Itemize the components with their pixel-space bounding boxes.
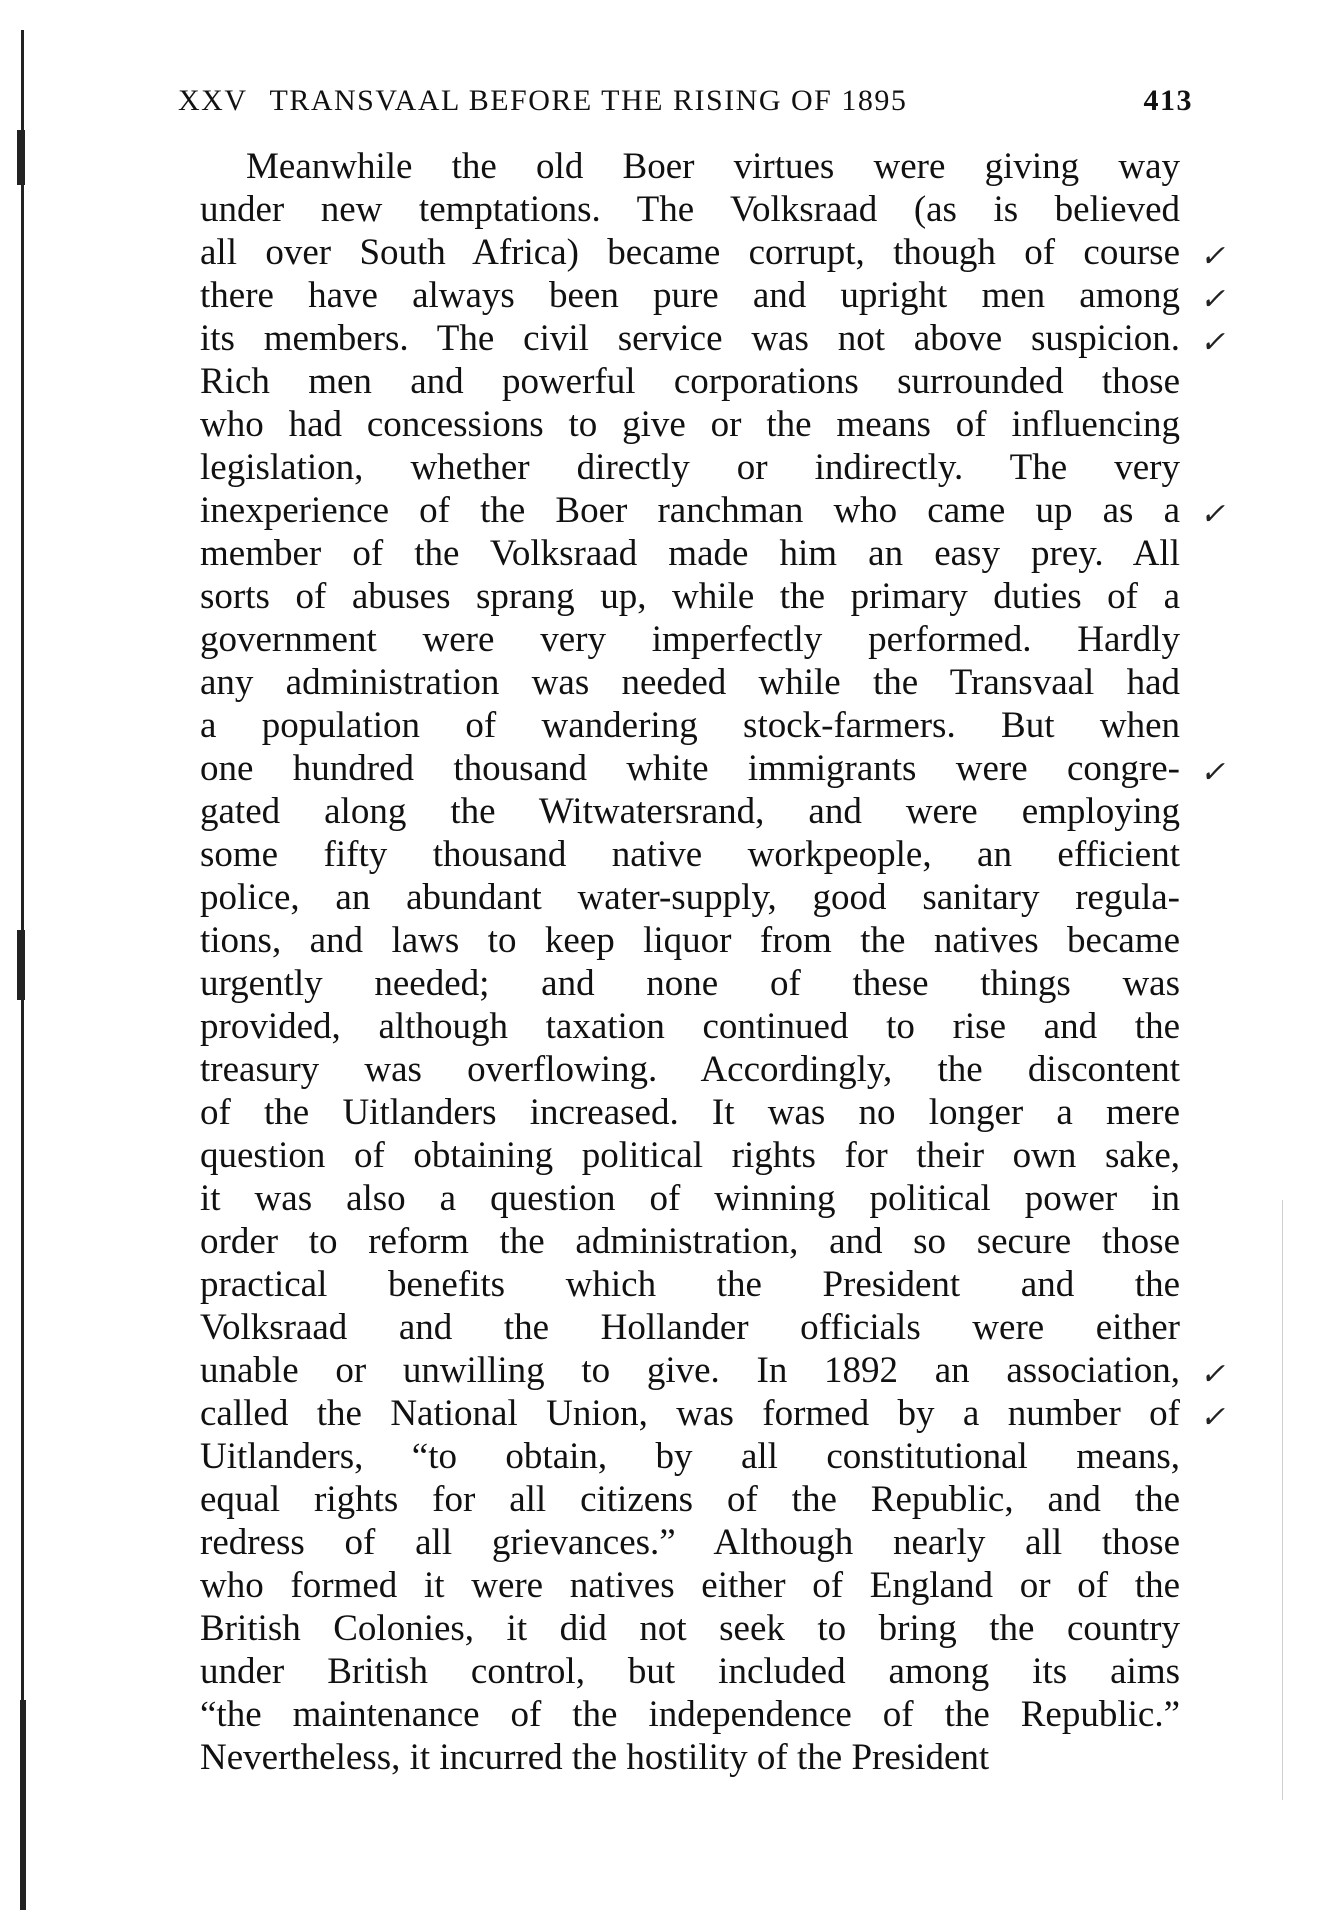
text-line-content: called the National Union, was formed by a number of xyxy=(200,1393,1180,1434)
text-line-content: “the maintenance of the independence of the Republic.” xyxy=(200,1694,1180,1735)
margin-check-mark: ✓ xyxy=(1200,326,1226,359)
chapter-number: XXV xyxy=(178,84,248,117)
text-line xyxy=(200,919,1180,962)
text-line xyxy=(200,1306,1180,1349)
text-line-content: question of obtaining political rights for their own sake, xyxy=(200,1135,1180,1176)
text-line xyxy=(200,1392,1226,1435)
text-line-content: urgently needed; and none of these things was xyxy=(200,963,1180,1004)
text-line xyxy=(200,1564,1180,1607)
text-line-content: treasury was overflowing. Accordingly, the discontent xyxy=(200,1049,1180,1090)
text-line-content: government were very imperfectly performed. Hardly xyxy=(200,619,1180,660)
text-line-content: one hundred thousand white immigrants were congre- xyxy=(200,748,1180,789)
margin-check-mark: ✓ xyxy=(1200,240,1226,273)
text-line-content: legislation, whether directly or indirectly. The very xyxy=(200,447,1180,488)
text-line xyxy=(200,1349,1226,1392)
text-line xyxy=(200,876,1180,919)
text-line-content: there have always been pure and upright men among xyxy=(200,275,1180,316)
text-line xyxy=(200,1736,1180,1779)
text-line xyxy=(200,1263,1180,1306)
binding-edge-mark xyxy=(17,130,25,185)
text-line xyxy=(200,1521,1180,1564)
text-line xyxy=(200,1435,1180,1478)
text-line xyxy=(200,188,1180,231)
text-line-content: unable or unwilling to give. In 1892 an association, xyxy=(200,1350,1180,1391)
text-line-content: sorts of abuses sprang up, while the primary duties of a xyxy=(200,576,1180,617)
running-title: TRANSVAAL BEFORE THE RISING OF 1895 xyxy=(269,84,908,117)
text-line xyxy=(200,1134,1180,1177)
text-line xyxy=(200,317,1226,360)
text-line xyxy=(200,1177,1180,1220)
text-line-content: under new temptations. The Volksraad (as is believed xyxy=(200,189,1180,230)
text-line-content: it was also a question of winning political power in xyxy=(200,1178,1180,1219)
text-line-content: Uitlanders, “to obtain, by all constitutional means, xyxy=(200,1436,1180,1477)
margin-guide-line xyxy=(1282,1200,1283,1800)
margin-check-mark: ✓ xyxy=(1200,1401,1226,1434)
text-line-content: its members. The civil service was not above suspicion. xyxy=(200,318,1180,359)
text-line xyxy=(200,1607,1180,1650)
text-line xyxy=(200,231,1226,274)
text-line xyxy=(200,532,1180,575)
margin-check-mark: ✓ xyxy=(1200,756,1226,789)
text-line xyxy=(200,962,1180,1005)
text-line xyxy=(200,1091,1180,1134)
page-number: 413 xyxy=(1143,84,1193,117)
text-line-content: equal rights for all citizens of the Republic, and the xyxy=(200,1479,1180,1520)
text-line xyxy=(200,446,1180,489)
text-line xyxy=(200,747,1226,790)
text-line xyxy=(200,833,1180,876)
text-line xyxy=(200,403,1180,446)
text-line xyxy=(200,661,1180,704)
margin-check-mark: ✓ xyxy=(1200,498,1226,531)
margin-check-mark: ✓ xyxy=(1200,1358,1226,1391)
binding-edge-shadow xyxy=(20,1700,26,1910)
text-line-content: redress of all grievances.” Although nearly all those xyxy=(200,1522,1180,1563)
running-header xyxy=(178,76,1193,126)
text-line xyxy=(200,1005,1180,1048)
body-paragraph xyxy=(200,145,1226,1779)
text-line xyxy=(200,618,1180,661)
text-line-content: practical benefits which the President and the xyxy=(200,1264,1180,1305)
text-line-content: police, an abundant water-supply, good sanitary regula- xyxy=(200,877,1180,918)
text-line-content: who formed it were natives either of England or of the xyxy=(200,1565,1180,1606)
text-line xyxy=(200,274,1226,317)
text-line-content: tions, and laws to keep liquor from the natives became xyxy=(200,920,1180,961)
text-line-content: of the Uitlanders increased. It was no longer a mere xyxy=(200,1092,1180,1133)
text-line xyxy=(200,575,1180,618)
text-line-content: provided, although taxation continued to rise and the xyxy=(200,1006,1180,1047)
text-line-content: Meanwhile the old Boer virtues were giving way xyxy=(246,146,1180,187)
text-line xyxy=(200,1650,1180,1693)
text-line-content: Volksraad and the Hollander officials were either xyxy=(200,1307,1180,1348)
binding-edge-mark xyxy=(17,930,25,1000)
text-line-content: all over South Africa) became corrupt, though of course xyxy=(200,232,1180,273)
text-line xyxy=(200,489,1226,532)
text-line xyxy=(200,790,1180,833)
text-line xyxy=(200,360,1180,403)
text-line-content: any administration was needed while the Transvaal had xyxy=(200,662,1180,703)
text-line-content: a population of wandering stock-farmers. But when xyxy=(200,705,1180,746)
text-line-content: some fifty thousand native workpeople, an efficient xyxy=(200,834,1180,875)
text-line xyxy=(200,704,1180,747)
text-line-content: Rich men and powerful corporations surrounded those xyxy=(200,361,1180,402)
text-line-content: member of the Volksraad made him an easy prey. All xyxy=(200,533,1180,574)
text-line-content: Nevertheless, it incurred the hostility of the President xyxy=(200,1737,990,1778)
margin-check-mark: ✓ xyxy=(1200,283,1226,316)
text-line-content: under British control, but included among its aims xyxy=(200,1651,1180,1692)
text-line-content: British Colonies, it did not seek to bring the country xyxy=(200,1608,1180,1649)
text-line-content: gated along the Witwatersrand, and were employing xyxy=(200,791,1180,832)
text-line-content: order to reform the administration, and so secure those xyxy=(200,1221,1180,1262)
text-line xyxy=(200,1220,1180,1263)
text-line-content: inexperience of the Boer ranchman who came up as a xyxy=(200,490,1180,531)
text-line xyxy=(200,1048,1180,1091)
text-line xyxy=(246,145,1180,188)
text-line-content: who had concessions to give or the means of influencing xyxy=(200,404,1180,445)
text-line xyxy=(200,1478,1180,1521)
text-line xyxy=(200,1693,1180,1736)
